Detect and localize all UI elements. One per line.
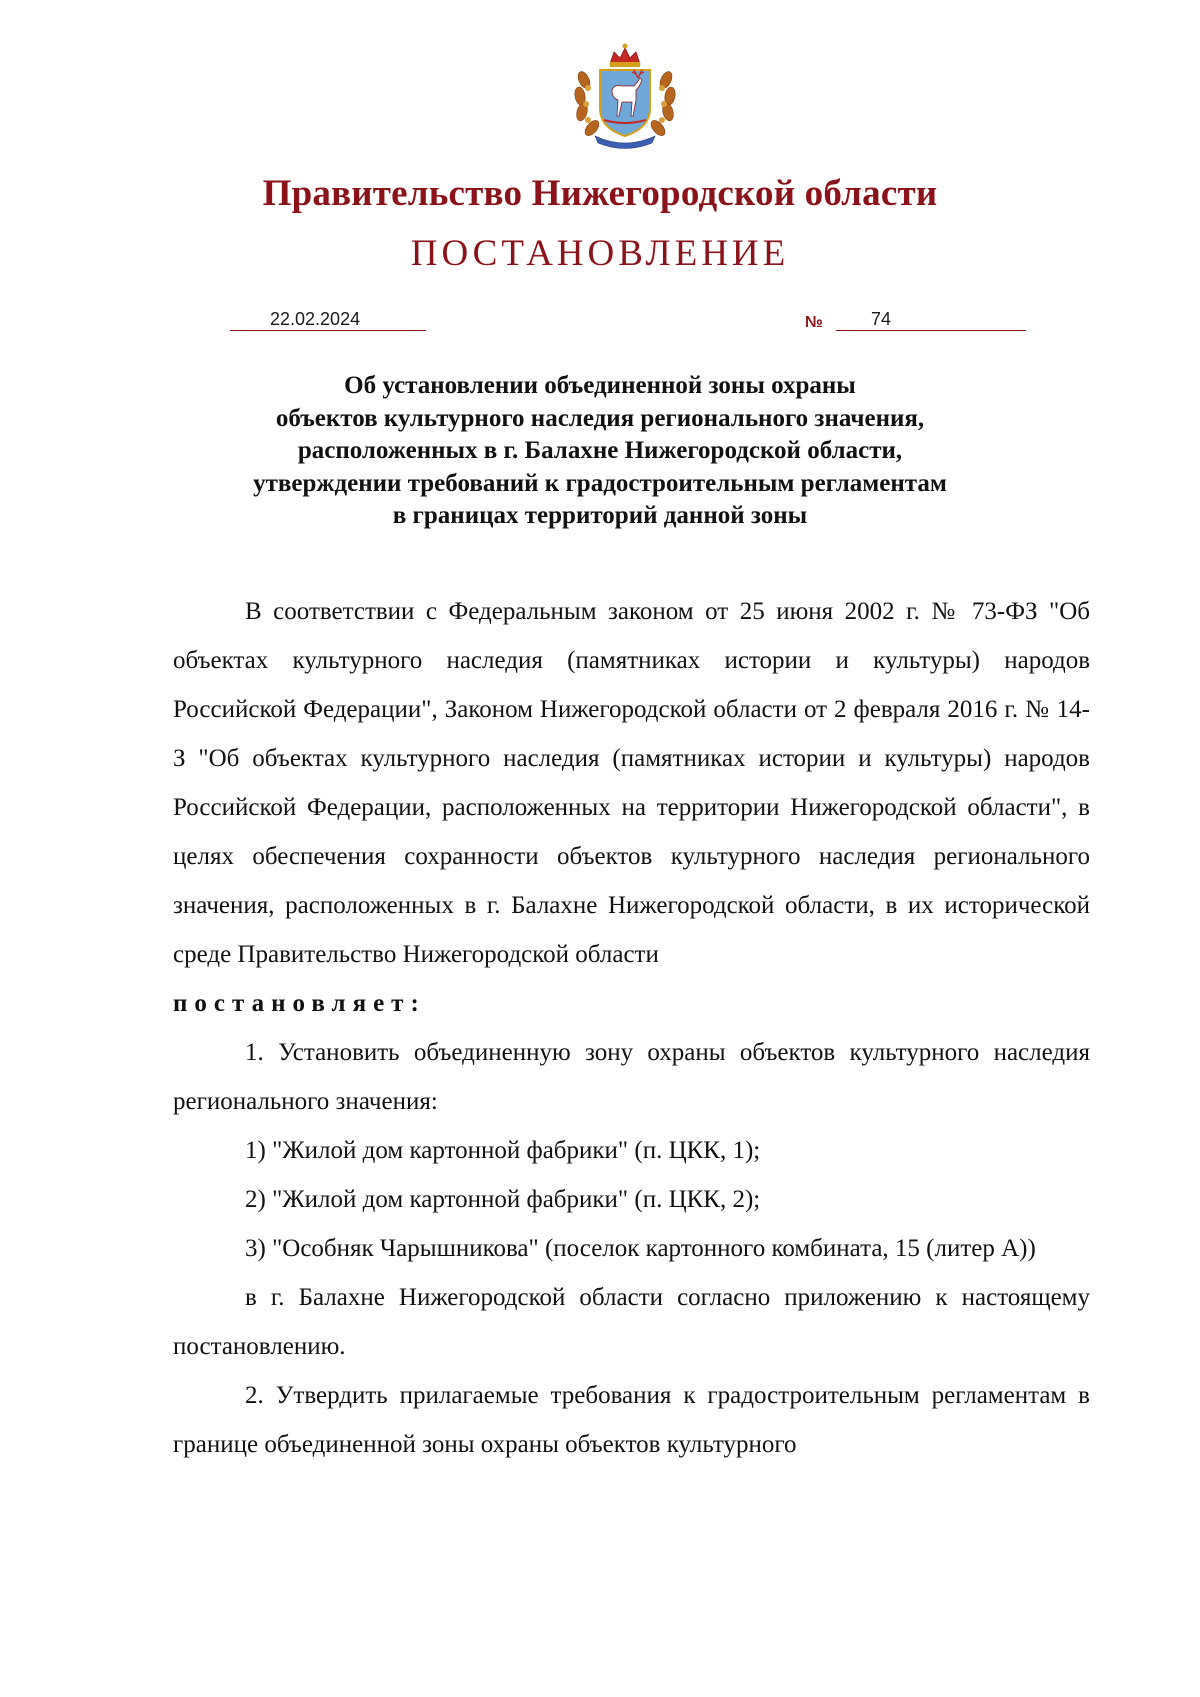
title-line: утверждении требований к градостроительным регламентам: [253, 469, 947, 497]
subitem-3: 3) "Особняк Чарышникова" (поселок картонного комбината, 15 (литер А)): [245, 1235, 1036, 1262]
location-paragraph: в г. Балахне Нижегородской области согласно приложению к настоящему постановлению.: [173, 1284, 1090, 1360]
document-body: [173, 587, 1090, 1469]
date-underline: [230, 330, 426, 331]
subitem-1: 1) "Жилой дом картонной фабрики" (п. ЦКК, 1);: [245, 1137, 761, 1164]
organization-name: Правительство Нижегородской области: [262, 173, 938, 214]
document-date: 22.02.2024: [270, 309, 361, 329]
resolves-word: постановляет:: [173, 990, 426, 1017]
item-1-paragraph: 1. Установить объединенную зону охраны объектов культурного наследия регионального значения:: [173, 1039, 1090, 1115]
item-2-paragraph: 2. Утвердить прилагаемые требования к градостроительным регламентам в границе объединенной зоны охраны объектов культурного: [173, 1382, 1090, 1458]
preamble-paragraph: В соответствии с Федеральным законом от 25 июня 2002 г. № 73-ФЗ "Об объектах культурного наследия (памятниках истории и культуры) народов Российской Федерации", Законом Нижегородской области от 2 февраля 2016 г. № 14-З "Об объектах культурного наследия (памятниках истории и культуры) народов Российской Федерации, расположенных на территории Нижегородской области", в целях обеспечения сохранности объектов культурного наследия регионального значения, расположенных в г. Балахне Нижегородской области, в их исторической среде Правительство Нижегородской области: [173, 598, 1090, 968]
title-line: объектов культурного наследия регионального значения,: [275, 404, 925, 432]
document-number: 74: [871, 309, 892, 329]
coat-of-arms-icon: [570, 40, 680, 152]
subitem-2: 2) "Жилой дом картонной фабрики" (п. ЦКК, 2);: [245, 1186, 761, 1213]
number-underline: [836, 330, 1026, 331]
document-title: [150, 370, 1050, 533]
title-line: Об установлении объединенной зоны охраны: [344, 372, 856, 399]
title-line: в границах территорий данной зоны: [392, 502, 808, 529]
number-label: №: [805, 314, 823, 331]
title-line: расположенных в г. Балахне Нижегородской области,: [297, 437, 903, 464]
document-type: ПОСТАНОВЛЕНИЕ: [410, 233, 790, 274]
